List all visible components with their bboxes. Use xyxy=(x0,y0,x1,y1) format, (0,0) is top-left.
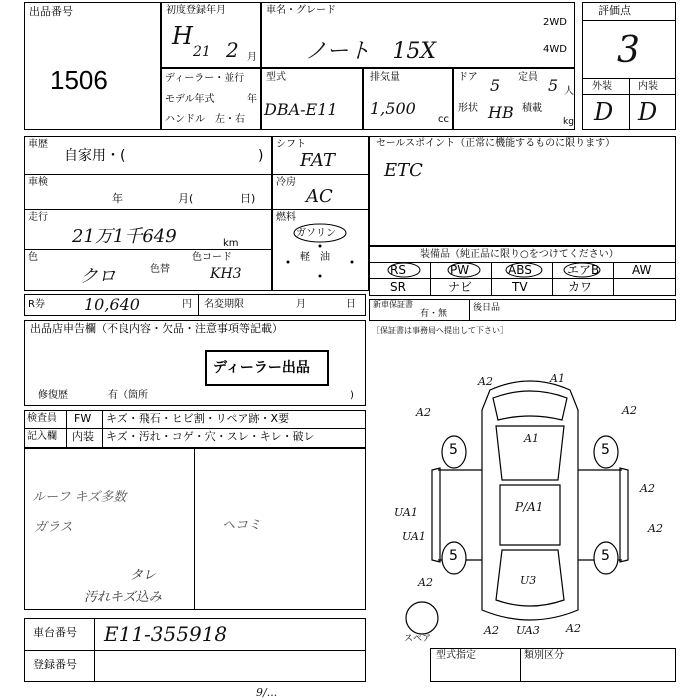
era-char: H xyxy=(172,22,193,50)
equip-sr: SR xyxy=(390,280,406,294)
interior-value: D xyxy=(638,98,658,126)
mark-14: A2 xyxy=(566,622,581,635)
tire-fl: 5 xyxy=(449,442,458,458)
equip-rs: RS xyxy=(390,263,406,277)
mark-1: A2 xyxy=(478,375,493,388)
mileage-value: 21万1千649 xyxy=(72,226,177,247)
fuel-label: 燃料 xyxy=(276,212,296,223)
month-unit: 月 xyxy=(247,52,257,63)
inspection-year: 年 xyxy=(112,192,123,205)
equipment-title: 装備品（純正品に限り○をつけてください） xyxy=(420,249,619,260)
remarks-label: 出品店申告欄（不良内容・欠品・注意事項等記載） xyxy=(30,322,283,335)
ac-value: AC xyxy=(306,186,333,207)
interior-items: キズ・汚れ・コゲ・穴・スレ・キレ・破レ xyxy=(106,430,315,443)
fw-items: キズ・飛石・ヒビ割・リペア跡・X要 xyxy=(106,412,290,425)
note-3: ヘコミ xyxy=(222,518,262,533)
chassis-label: 車台番号 xyxy=(33,626,77,639)
diagram-center-mark: P/A1 xyxy=(515,500,544,514)
rating-value: 3 xyxy=(617,30,640,71)
repair-value: 有（箇所 xyxy=(108,390,148,401)
kg-unit: kg xyxy=(563,117,574,127)
history-label: 車歴 xyxy=(28,139,48,150)
inspector-mid xyxy=(24,428,366,429)
r-label: R券 xyxy=(28,299,45,310)
capacity-label: 定員 xyxy=(518,72,538,83)
warranty-options: 有・無 xyxy=(420,309,448,319)
r-value: 10,640 xyxy=(84,295,140,314)
history-paren-close: ) xyxy=(258,148,264,164)
note-5: 汚れキズ込み xyxy=(84,590,162,605)
dealer-stamp-text: ディーラー出品 xyxy=(213,360,310,376)
shift-line2 xyxy=(272,209,369,210)
mark-2: A1 xyxy=(550,372,565,385)
inspection-day: 日) xyxy=(240,192,256,205)
shape-label: 形状 xyxy=(458,103,478,114)
equip-pw: PW xyxy=(450,263,470,277)
color-label: 色 xyxy=(28,252,38,263)
rating-divider xyxy=(582,20,676,21)
expiry-month: 月 xyxy=(296,299,306,310)
repair-close: ) xyxy=(350,390,354,401)
exterior-value: D xyxy=(594,98,614,126)
color-value: クロ xyxy=(80,266,116,287)
exterior-label: 外装 xyxy=(592,81,612,92)
mark-5: A1 xyxy=(524,432,539,445)
mark-7: UA1 xyxy=(394,506,418,519)
tire-rl: 5 xyxy=(449,548,458,564)
inspection-label: 車検 xyxy=(28,177,48,188)
4wd-label: 4WD xyxy=(543,44,567,55)
mark-10: U3 xyxy=(520,574,537,587)
km-unit: km xyxy=(223,238,239,249)
interior-row-label: 内装 xyxy=(72,430,94,443)
mark-4: A2 xyxy=(622,404,637,417)
mark-9: A2 xyxy=(648,522,663,535)
2wd-label: 2WD xyxy=(543,17,567,28)
post-label: 後日品 xyxy=(473,303,501,313)
equip-circles xyxy=(369,262,676,278)
note-1: ルーフ キズ多数 xyxy=(32,490,127,505)
inspector-v1 xyxy=(66,410,67,448)
mark-11: A2 xyxy=(418,576,433,589)
inspection-month: 月( xyxy=(178,192,194,205)
model-value: DBA-E11 xyxy=(264,100,338,119)
dealer-label: ディーラー・並行 xyxy=(165,73,245,84)
mark-3: A2 xyxy=(416,406,431,419)
load-label: 積載 xyxy=(522,103,542,114)
recycle-divider xyxy=(198,294,199,316)
rating-vdivider xyxy=(629,78,630,130)
equip-airbag: エアB xyxy=(567,263,600,277)
warranty-note: ［保証書は事務局へ提出して下さい］ xyxy=(372,326,508,335)
mileage-label: 走行 xyxy=(28,212,48,223)
warranty-divider xyxy=(469,299,470,321)
notes-area xyxy=(24,448,366,610)
yen-unit: 円 xyxy=(182,299,192,310)
mark-13: UA3 xyxy=(516,624,540,637)
equip-aw: AW xyxy=(632,263,652,277)
inspector-label2: 記入欄 xyxy=(27,431,57,442)
rating-label: 評価点 xyxy=(598,4,631,17)
displacement-label: 排気量 xyxy=(370,72,400,83)
type-spec-divider xyxy=(520,648,521,682)
sales-box xyxy=(369,136,676,246)
cc-unit: cc xyxy=(438,114,449,125)
chassis-v xyxy=(94,618,95,682)
warranty-label: 新車保証書 xyxy=(373,300,413,309)
door-value: 5 xyxy=(490,76,501,95)
fw-label: FW xyxy=(74,412,92,425)
color-code-label: 色コード xyxy=(192,252,232,263)
spare-label: スペア xyxy=(404,634,432,644)
registration-label: 登録番号 xyxy=(33,658,77,671)
inspector-label1: 検査員 xyxy=(27,413,57,424)
expiry-day: 日 xyxy=(346,299,356,310)
warranty-box xyxy=(369,299,676,321)
mark-8: UA1 xyxy=(402,530,426,543)
note-4: タレ xyxy=(130,568,157,583)
footer-mark: 9/... xyxy=(256,686,278,699)
equip-line2 xyxy=(369,278,676,279)
first-reg-label: 初度登録年月 xyxy=(166,5,226,16)
chassis-value: E11-355918 xyxy=(104,622,228,646)
interior-label: 内装 xyxy=(638,81,658,92)
tire-fr: 5 xyxy=(601,442,610,458)
sales-label: セールスポイント（正常に機能するものに限ります） xyxy=(376,138,616,149)
mark-6: A2 xyxy=(640,482,655,495)
color-code-value: KH3 xyxy=(210,266,242,282)
equip-abs: ABS xyxy=(508,263,532,277)
person-unit: 人 xyxy=(564,86,574,97)
lot-label: 出品番号 xyxy=(29,5,73,18)
fuel-dots xyxy=(272,240,369,290)
color-change-label: 色替 xyxy=(150,264,170,275)
expiry-label: 名変期限 xyxy=(204,299,244,310)
category-label: 類別区分 xyxy=(524,650,564,661)
chassis-mid xyxy=(24,650,366,651)
type-spec-label: 型式指定 xyxy=(436,650,476,661)
equip-tv: TV xyxy=(512,280,528,294)
model-year-label: モデル年式 xyxy=(165,94,215,105)
history-value: 自家用・( xyxy=(64,148,126,164)
displacement-value: 1,500 xyxy=(370,99,416,118)
sales-value: ETC xyxy=(384,160,423,181)
shift-label: シフト xyxy=(276,139,306,150)
door-label: ドア xyxy=(458,72,478,83)
equip-navi: ナビ xyxy=(448,280,473,294)
diesel-label: 軽 油 xyxy=(300,252,330,263)
note-2: ガラス xyxy=(34,520,73,535)
model-label: 型式 xyxy=(266,72,286,83)
reg-month: 2 xyxy=(226,38,239,62)
capacity-value: 5 xyxy=(548,76,559,95)
gasoline-label: ガソリン xyxy=(296,228,336,239)
equip-leather: カワ xyxy=(568,280,593,294)
shift-line1 xyxy=(272,174,369,175)
mark-12: A2 xyxy=(484,624,499,637)
lot-number: 1506 xyxy=(50,65,108,95)
name-grade-value: ノート 15X xyxy=(305,39,436,64)
history-line1 xyxy=(24,174,272,175)
shift-value: FAT xyxy=(300,150,335,171)
inspector-v2 xyxy=(102,410,103,448)
recycle-box xyxy=(24,294,366,316)
handle-label: ハンドル 左・右 xyxy=(165,114,245,125)
gasoline-circle xyxy=(290,222,350,244)
ac-label: 冷房 xyxy=(276,177,296,188)
shape-value: HB xyxy=(488,103,514,122)
notes-divider xyxy=(194,448,195,610)
repair-label: 修復歴 xyxy=(38,390,68,401)
reg-year: 21 xyxy=(193,44,211,60)
year-unit: 年 xyxy=(247,94,257,105)
history-line2 xyxy=(24,209,272,210)
name-grade-label: 車名・グレード xyxy=(266,5,336,16)
tire-rr: 5 xyxy=(601,548,610,564)
